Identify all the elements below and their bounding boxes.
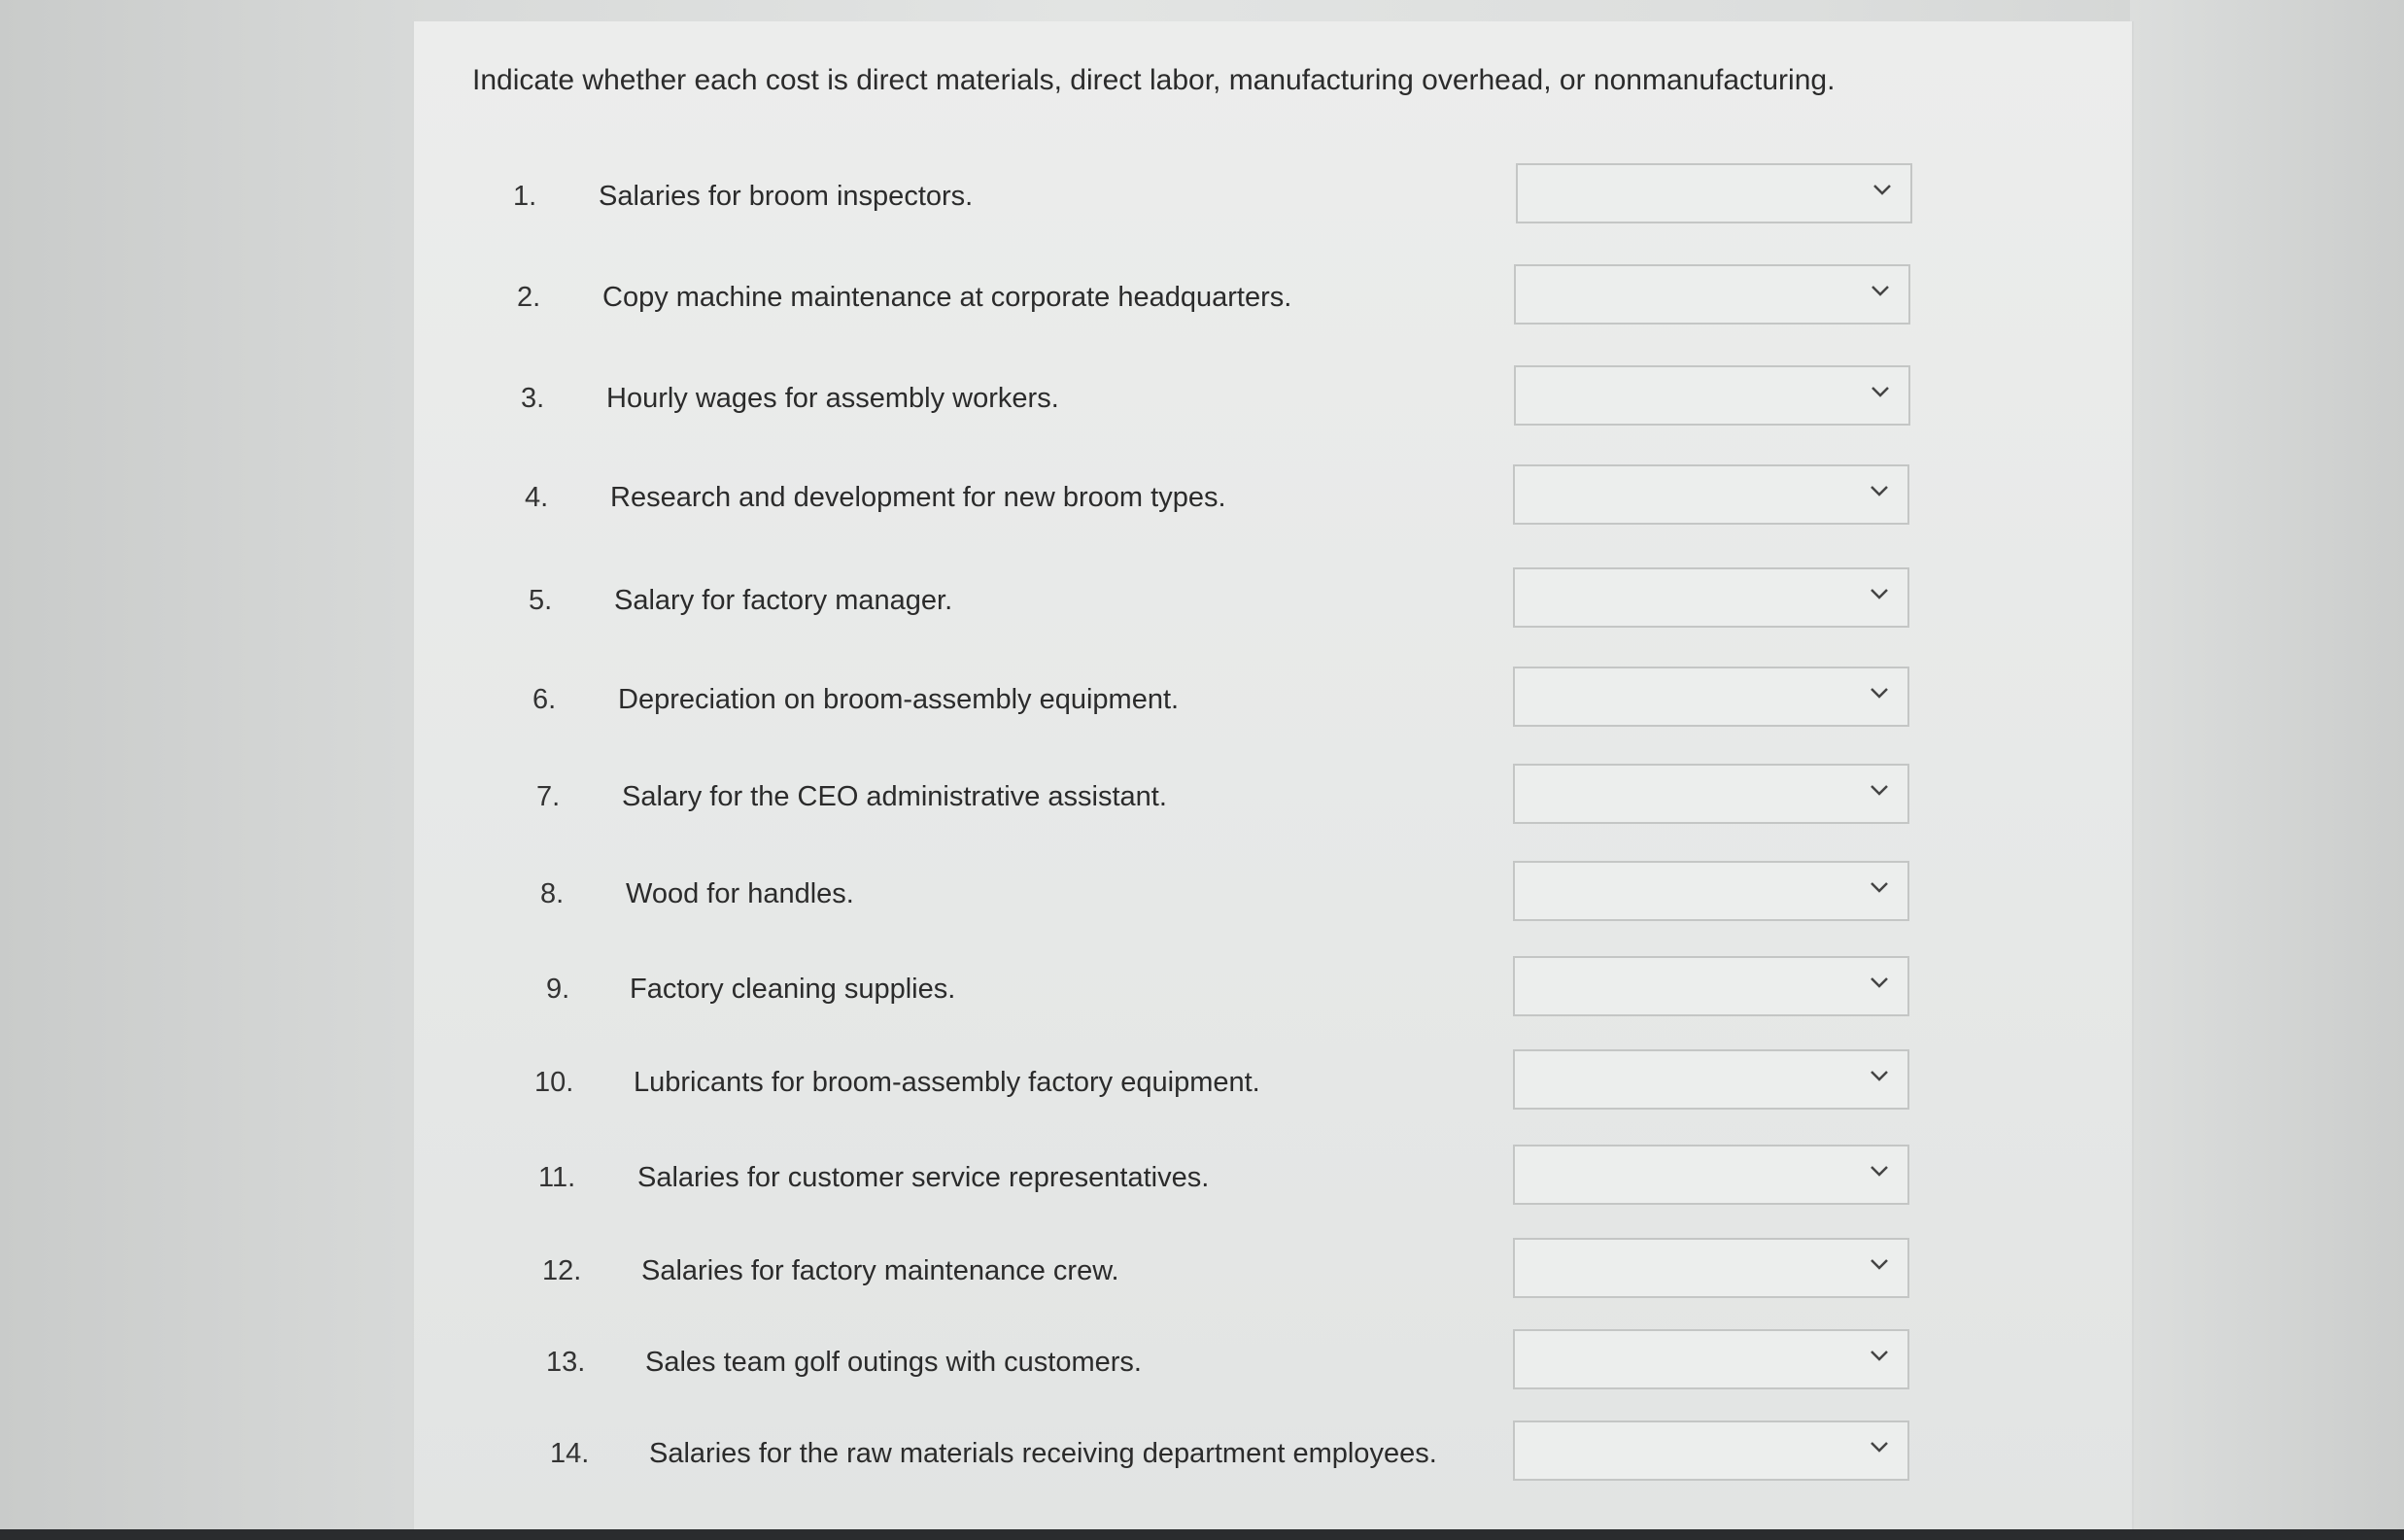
classification-dropdown[interactable]	[1513, 861, 1909, 921]
item-text: Sales team golf outings with customers.	[645, 1347, 1142, 1378]
list-item	[0, 163, 2404, 231]
item-number: 10.	[534, 1067, 574, 1098]
item-number: 3.	[521, 383, 545, 414]
classification-dropdown[interactable]	[1513, 1329, 1909, 1389]
item-number: 14.	[550, 1438, 590, 1469]
item-text: Salaries for customer service representatives.	[637, 1162, 1210, 1193]
question-prompt: Indicate whether each cost is direct materials, direct labor, manufacturing overhead, or nonmanufacturing.	[472, 64, 1836, 96]
item-number: 13.	[546, 1347, 586, 1378]
list-item	[0, 764, 2404, 832]
chevron-down-icon	[1872, 179, 1893, 200]
list-item	[0, 264, 2404, 332]
item-number: 6.	[532, 684, 557, 715]
item-number: 1.	[513, 181, 537, 212]
item-text: Wood for handles.	[626, 878, 854, 909]
classification-dropdown[interactable]	[1513, 667, 1909, 727]
classification-dropdown[interactable]	[1513, 1145, 1909, 1205]
list-item	[0, 1329, 2404, 1397]
list-item	[0, 567, 2404, 635]
bottom-bar	[0, 1529, 2404, 1540]
item-text: Copy machine maintenance at corporate headquarters.	[602, 282, 1292, 313]
classification-dropdown[interactable]	[1513, 567, 1909, 628]
chevron-down-icon	[1869, 1345, 1890, 1366]
chevron-down-icon	[1870, 280, 1891, 301]
item-number: 4.	[525, 482, 549, 513]
chevron-down-icon	[1869, 972, 1890, 993]
item-text: Salaries for the raw materials receiving department employees.	[649, 1438, 1437, 1469]
chevron-down-icon	[1869, 876, 1890, 898]
list-item	[0, 1145, 2404, 1213]
classification-dropdown[interactable]	[1513, 1420, 1909, 1481]
chevron-down-icon	[1869, 1436, 1890, 1457]
list-item	[0, 861, 2404, 929]
list-item	[0, 1049, 2404, 1117]
classification-dropdown[interactable]	[1514, 365, 1910, 426]
classification-dropdown[interactable]	[1516, 163, 1912, 223]
chevron-down-icon	[1869, 1065, 1890, 1086]
item-text: Research and development for new broom types.	[610, 482, 1226, 513]
chevron-down-icon	[1869, 480, 1890, 501]
item-text: Salaries for broom inspectors.	[599, 181, 974, 212]
classification-dropdown[interactable]	[1513, 1049, 1909, 1110]
item-text: Salary for factory manager.	[614, 585, 953, 616]
list-item	[0, 1238, 2404, 1306]
chevron-down-icon	[1869, 1253, 1890, 1275]
classification-dropdown[interactable]	[1513, 464, 1909, 525]
item-text: Salary for the CEO administrative assistant.	[622, 781, 1167, 812]
list-item	[0, 365, 2404, 433]
item-number: 8.	[540, 878, 565, 909]
list-item	[0, 1420, 2404, 1489]
item-text: Lubricants for broom-assembly factory equipment.	[634, 1067, 1260, 1098]
list-item	[0, 667, 2404, 735]
item-number: 9.	[546, 974, 570, 1005]
item-text: Salaries for factory maintenance crew.	[641, 1255, 1119, 1286]
item-text: Hourly wages for assembly workers.	[606, 383, 1059, 414]
item-text: Depreciation on broom-assembly equipment.	[618, 684, 1180, 715]
chevron-down-icon	[1869, 779, 1890, 801]
chevron-down-icon	[1869, 583, 1890, 604]
item-number: 11.	[538, 1162, 576, 1193]
classification-dropdown[interactable]	[1513, 1238, 1909, 1298]
item-number: 7.	[536, 781, 561, 812]
list-item	[0, 956, 2404, 1024]
item-number: 5.	[529, 585, 553, 616]
list-item	[0, 464, 2404, 532]
item-number: 2.	[517, 282, 541, 313]
chevron-down-icon	[1870, 381, 1891, 402]
classification-dropdown[interactable]	[1514, 264, 1910, 325]
item-number: 12.	[542, 1255, 582, 1286]
classification-dropdown[interactable]	[1513, 764, 1909, 824]
chevron-down-icon	[1869, 682, 1890, 703]
classification-dropdown[interactable]	[1513, 956, 1909, 1016]
chevron-down-icon	[1869, 1160, 1890, 1181]
item-text: Factory cleaning supplies.	[630, 974, 956, 1005]
